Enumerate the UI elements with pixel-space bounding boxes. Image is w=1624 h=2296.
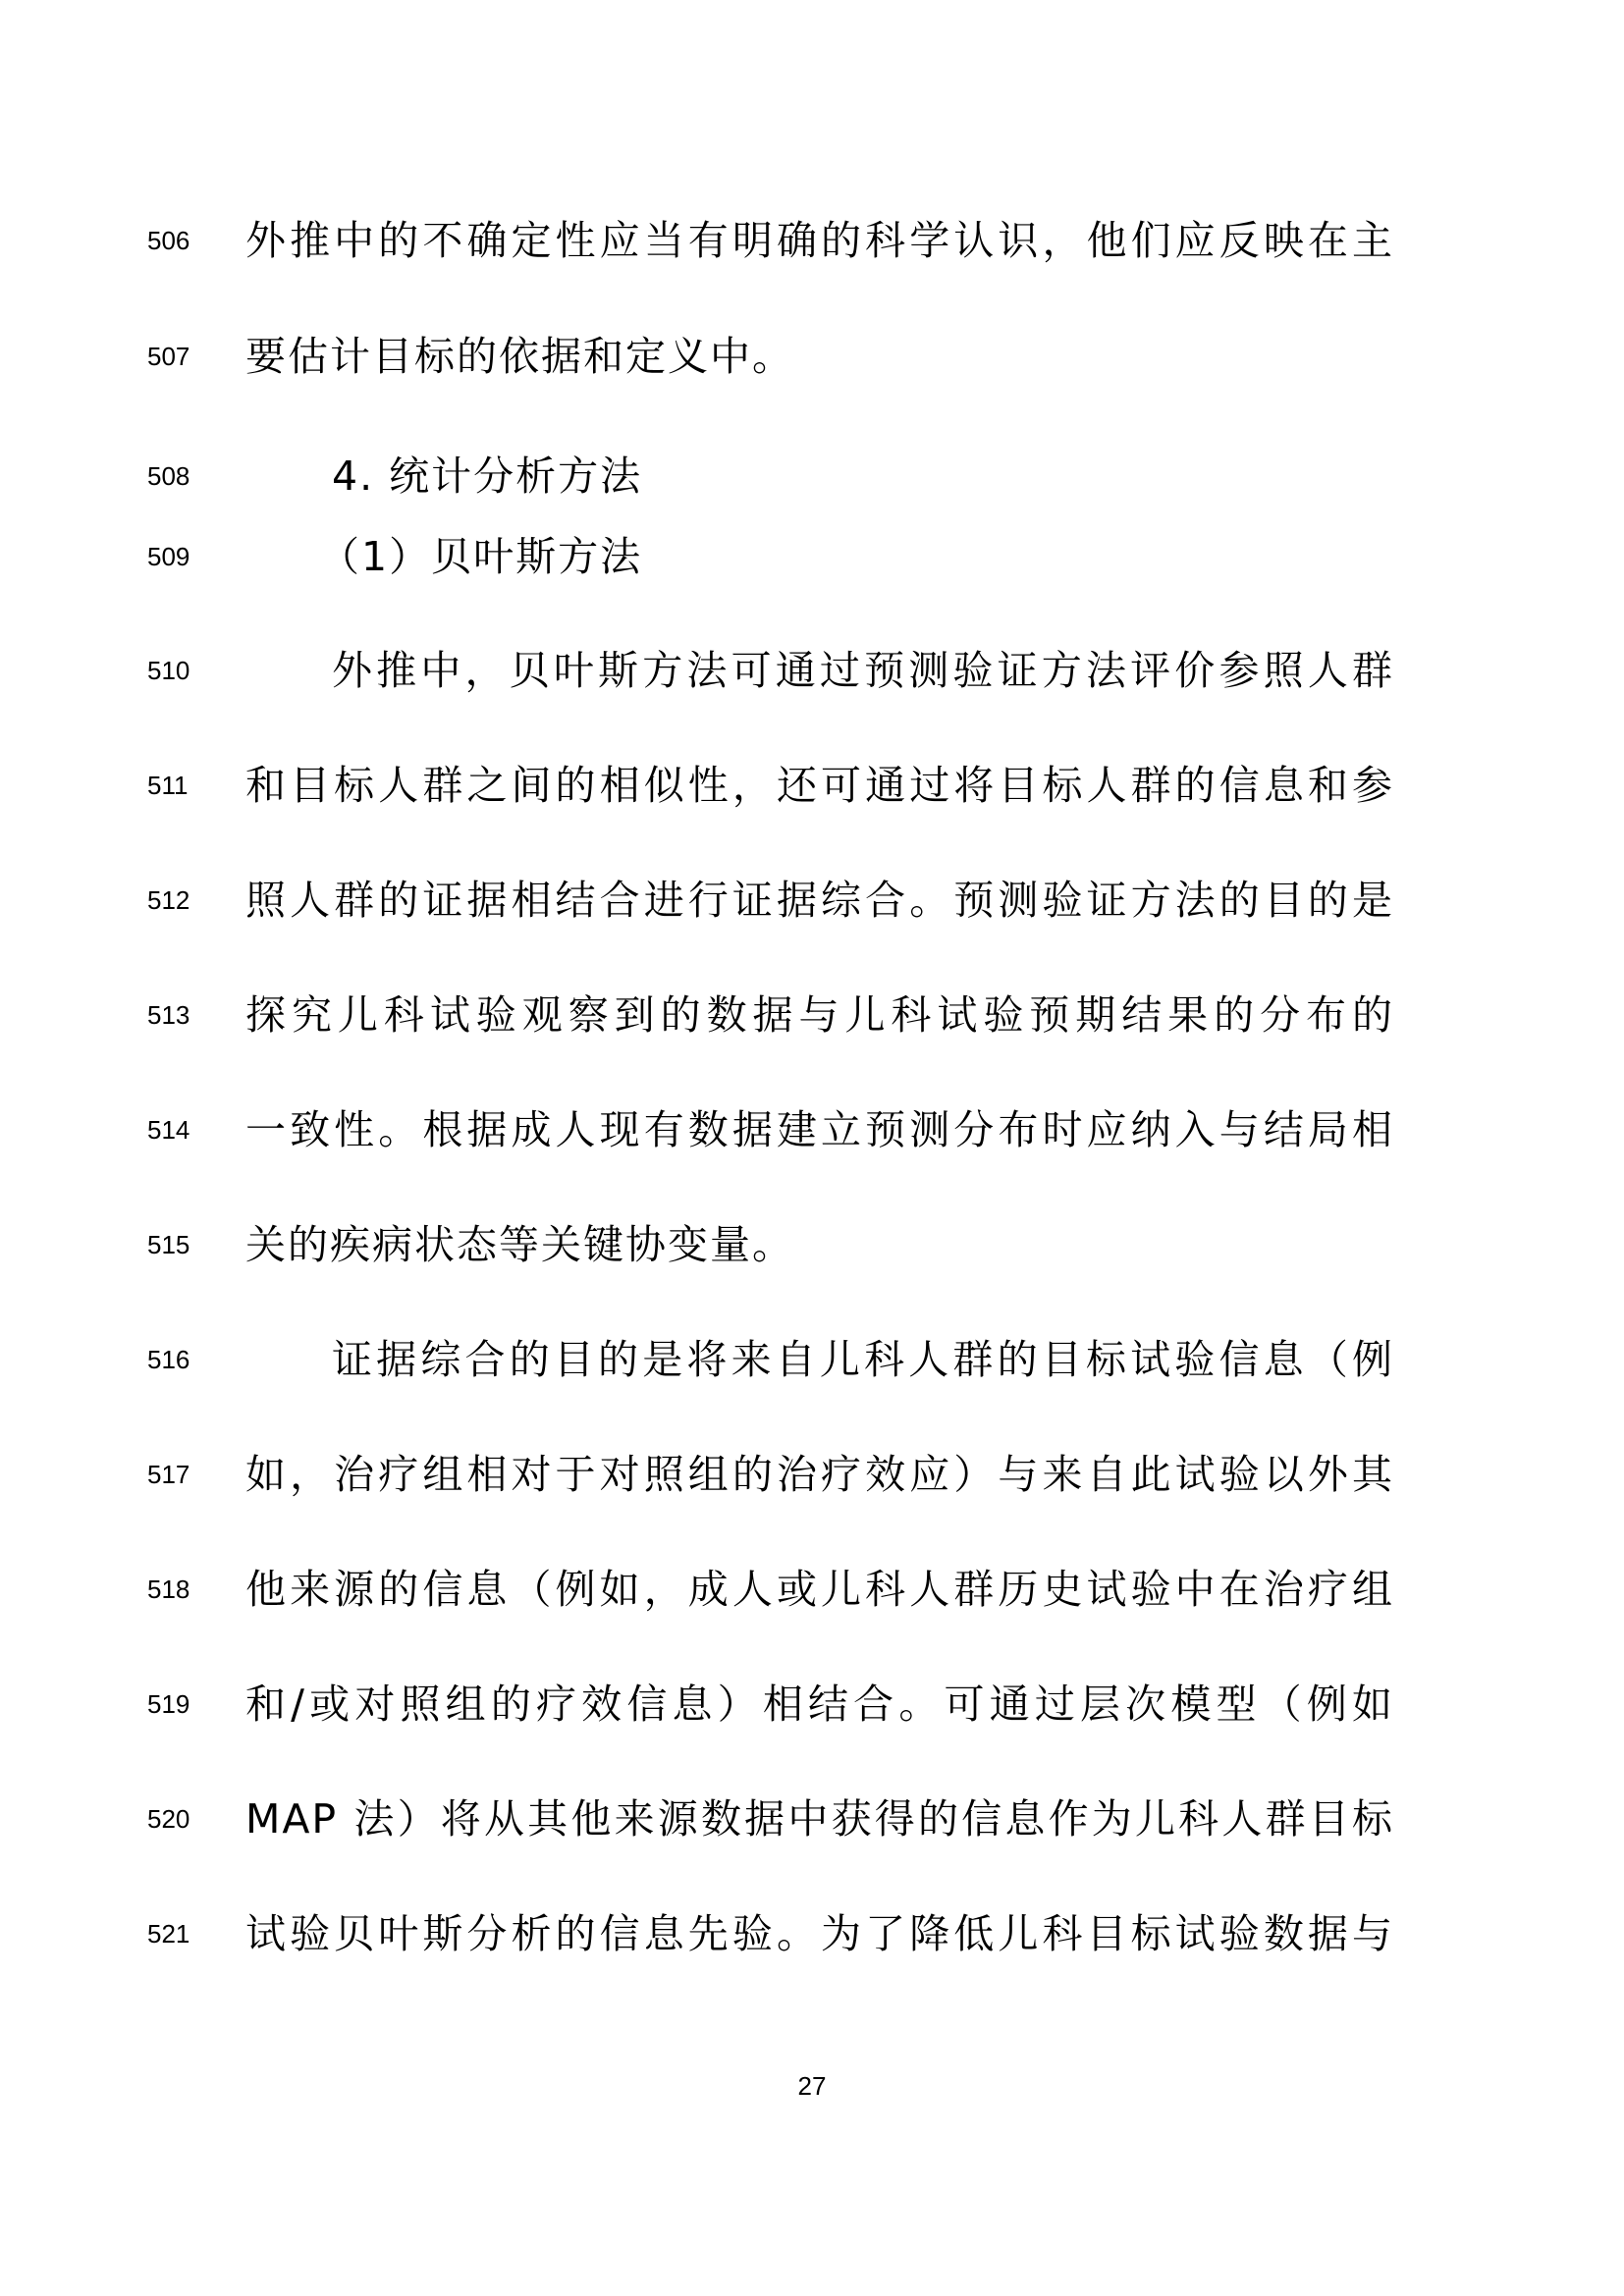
line-number: 514	[147, 1115, 190, 1145]
line-number: 512	[147, 885, 190, 915]
line-number: 520	[147, 1804, 190, 1834]
text-line	[0, 1095, 1624, 1164]
line-number: 516	[147, 1345, 190, 1374]
line-number: 506	[147, 226, 190, 255]
text-line	[0, 1670, 1624, 1738]
line-text: 照人群的证据相结合进行证据综合。预测验证方法的目的是	[245, 877, 1394, 924]
line-text: 试验贝叶斯分析的信息先验。为了降低儿科目标试验数据与	[245, 1910, 1394, 1957]
line-number: 517	[147, 1460, 190, 1489]
line-number: 509	[147, 542, 190, 571]
line-text: 外推中的不确定性应当有明确的科学认识，他们应反映在主	[245, 217, 1394, 264]
line-number: 521	[147, 1919, 190, 1949]
text-line	[0, 206, 1624, 275]
line-text: 他来源的信息（例如，成人或儿科人群历史试验中在治疗组	[245, 1566, 1394, 1613]
subsection-heading: （1）贝叶斯方法	[319, 533, 643, 580]
line-text: 和/或对照组的疗效信息）相结合。可通过层次模型（例如	[245, 1681, 1394, 1728]
text-line	[0, 322, 1624, 391]
line-text: 如，治疗组相对于对照组的治疗效应）与来自此试验以外其	[245, 1451, 1394, 1498]
line-number: 519	[147, 1689, 190, 1719]
line-text: 证据综合的目的是将来自儿科人群的目标试验信息（例	[332, 1336, 1394, 1383]
text-line	[0, 1440, 1624, 1509]
text-line	[0, 1210, 1624, 1279]
text-line	[0, 981, 1624, 1049]
line-number: 513	[147, 1000, 190, 1030]
line-number: 507	[147, 342, 190, 371]
line-text: MAP 法）将从其他来源数据中获得的信息作为儿科人群目标	[245, 1795, 1394, 1842]
line-number: 508	[147, 461, 190, 491]
line-text: 和目标人群之间的相似性，还可通过将目标人群的信息和参	[245, 762, 1394, 809]
text-line	[0, 1899, 1624, 1968]
text-line	[0, 1785, 1624, 1853]
text-line	[0, 866, 1624, 934]
text-line	[0, 1325, 1624, 1394]
line-text: 外推中，贝叶斯方法可通过预测验证方法评价参照人群	[332, 647, 1394, 694]
line-number: 510	[147, 656, 190, 685]
line-text: 关的疾病状态等关键协变量。	[245, 1221, 794, 1268]
line-text: 要估计目标的依据和定义中。	[245, 333, 794, 380]
line-text: 一致性。根据成人现有数据建立预测分布时应纳入与结局相	[245, 1106, 1394, 1153]
page-number: 27	[797, 2071, 827, 2101]
text-line	[0, 751, 1624, 820]
subsection-heading-line	[0, 522, 1624, 591]
line-text: 探究儿科试验观察到的数据与儿科试验预期结果的分布的	[245, 991, 1394, 1039]
section-heading-line	[0, 442, 1624, 510]
line-number: 515	[147, 1230, 190, 1259]
line-number: 511	[147, 771, 189, 800]
text-line	[0, 1555, 1624, 1624]
section-heading: 4. 统计分析方法	[332, 453, 643, 500]
line-number: 518	[147, 1575, 190, 1604]
text-line	[0, 636, 1624, 705]
